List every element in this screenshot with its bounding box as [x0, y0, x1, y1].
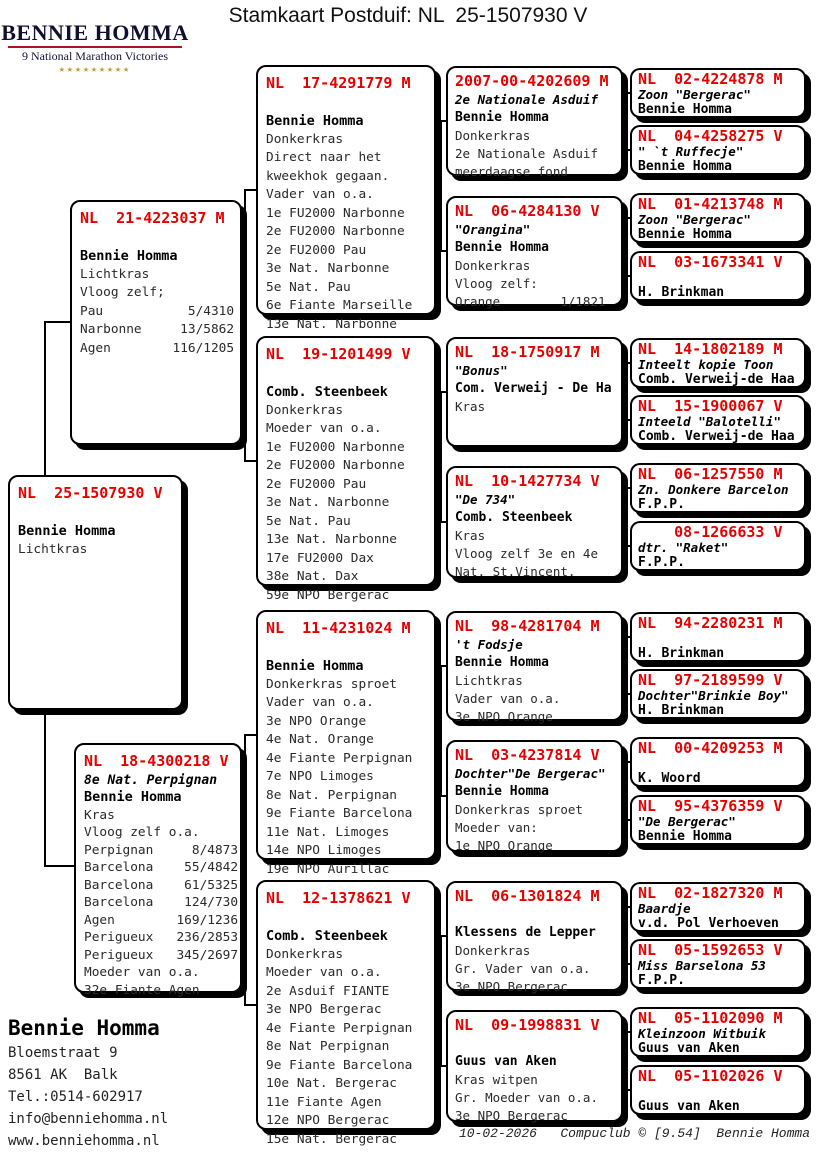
info-line: Barcelona 61/5325 — [84, 877, 239, 893]
info-line: Lichtkras — [18, 541, 88, 557]
pigeon-nickname — [18, 504, 173, 522]
info-line: 5e Nat. Pau — [266, 513, 351, 529]
pigeon-nickname: "De 734" — [455, 492, 516, 507]
info-line: Perpignan 8/4873 — [84, 842, 239, 858]
pigeon-nickname: Zn. Donkere Barcelon — [638, 482, 789, 497]
ring-number: NL 05-1102026 V — [638, 1067, 783, 1085]
breeder-name: v.d. Pol Verhoeven — [638, 915, 779, 931]
owner-email: info@benniehomma.nl — [8, 1111, 169, 1127]
info-line: 5e Nat. Pau — [266, 279, 351, 295]
info-line: kweekhok gegaan. — [266, 168, 390, 184]
ring-number: NL 03-4237814 V — [455, 746, 600, 764]
pedigree-box-d7 — [630, 463, 806, 513]
info-line: 11e Fiante Agen — [266, 1094, 382, 1110]
pedigree-box-c06b — [446, 881, 623, 994]
info-line: Kras — [455, 528, 486, 543]
info-line: Kras witpen — [455, 1072, 538, 1087]
pigeon-nickname: 't Fodsje — [455, 637, 523, 652]
info-line: Vader van o.a. — [266, 695, 374, 710]
info-line: 2e FU2000 Pau — [266, 476, 367, 492]
ring-number: NL 00-4209253 M — [638, 739, 783, 757]
info-line: Vader van o.a. — [455, 691, 561, 706]
info-line: 2e Asduif FIANTE — [266, 983, 390, 999]
pigeon-nickname: Miss Barselona 53 — [638, 958, 766, 973]
logo-underline — [8, 46, 182, 48]
ring-number: NL 14-1802189 M — [638, 340, 783, 358]
pedigree-box-b12 — [256, 880, 436, 1147]
info-line: Vader van o.a. — [266, 187, 374, 202]
info-line: 3e NPO Bergerac — [455, 979, 568, 994]
pigeon-nickname: 8e Nat. Perpignan — [84, 773, 218, 788]
pigeon-nickname: Baardje — [638, 901, 691, 916]
info-line: 2e Nationale Asduif — [455, 146, 598, 161]
pigeon-nickname: Zoon "Bergerac" — [638, 87, 751, 102]
logo-subtitle: 9 National Marathon Victories — [21, 49, 169, 63]
info-line: 7e NPO Limoges — [266, 769, 374, 784]
info-line: Gr. Moeder van o.a. — [455, 1090, 598, 1105]
logo-name-right: HOMMA — [94, 20, 189, 45]
pedigree-box-d1 — [630, 68, 806, 118]
info-line: Moeder van o.a. — [266, 421, 382, 436]
ring-number: NL 17-4291779 M — [266, 74, 411, 92]
pedigree-box-d16 — [630, 1065, 806, 1115]
pigeon-nickname: "Orangina" — [455, 222, 531, 237]
pigeon-nickname — [80, 229, 232, 247]
ring-number: 2007-00-4202609 M — [455, 72, 609, 90]
breeder-name: Bennie Homma — [266, 658, 364, 674]
info-line: 1e FU2000 Narbonne — [266, 205, 405, 221]
info-line: Vloog zelf o.a. — [84, 825, 200, 840]
pedigree-box-b17 — [256, 65, 436, 332]
info-line: 13e Nat. Narbonne — [266, 532, 397, 547]
info-line: Donkerkras sproet — [266, 676, 397, 692]
breeder-name: F.P.P. — [638, 496, 685, 512]
pedigree-box-d11 — [630, 737, 806, 787]
breeder-name: Comb. Steenbeek — [266, 928, 388, 944]
ring-number: NL 21-4223037 M — [80, 209, 225, 227]
pigeon-nickname — [455, 1035, 614, 1053]
info-line: 19e NPO Aurillac — [266, 861, 390, 877]
breeder-name: Guus van Aken — [638, 1040, 740, 1056]
breeder-name: Bennie Homma — [80, 248, 178, 264]
pigeon-nickname: Inteeld "Balotelli" — [638, 414, 781, 429]
pedigree-box-c98 — [446, 611, 623, 724]
info-line: Donkerkras — [455, 128, 531, 143]
info-line: 10e Nat. Bergerac — [266, 1076, 397, 1091]
ring-number: NL 12-1378621 V — [266, 889, 411, 907]
pedigree-box-b11 — [256, 610, 436, 877]
pigeon-nickname: Dochter"Brinkie Boy" — [638, 688, 789, 703]
pedigree-box-d14 — [630, 939, 806, 989]
ring-number: NL 18-1750917 M — [455, 343, 600, 361]
info-line: Perigueux 345/2697 — [84, 947, 239, 963]
ring-number: NL 09-1998831 V — [455, 1016, 600, 1034]
breeder-name: H. Brinkman — [638, 702, 725, 718]
pedigree-box-d5 — [630, 338, 806, 388]
ring-number: NL 05-1102090 M — [638, 1009, 783, 1027]
info-line: 3e NPO Orange — [455, 709, 553, 724]
info-line: meerdaagse fond — [455, 164, 568, 179]
ring-number: 08-1266633 V — [638, 523, 783, 541]
info-line: 8e Nat. Perpignan — [266, 787, 397, 803]
info-line: 3e NPO Bergerac — [266, 1002, 382, 1017]
info-line: 1e FU2000 Narbonne — [266, 439, 405, 455]
info-line: Donkerkras — [266, 402, 344, 418]
info-line: Lichtkras — [80, 266, 150, 282]
owner-address-block — [8, 1014, 168, 1152]
breeder-name: Bennie Homma — [455, 784, 549, 799]
info-line: Agen 169/1236 — [84, 912, 239, 928]
info-line: 4e Fiante Perpignan — [266, 750, 413, 766]
pigeon-nickname — [266, 94, 426, 112]
pedigree-box-d9 — [630, 612, 806, 662]
ring-number: NL 03-1673341 V — [638, 253, 783, 271]
ring-number: NL 94-2280231 M — [638, 614, 783, 632]
pigeon-nickname — [266, 365, 426, 383]
info-line: Gr. Vader van o.a. — [455, 961, 591, 976]
info-line: 15e Nat. Bergerac — [266, 1131, 397, 1147]
info-line: Agen 116/1205 — [80, 340, 235, 356]
pedigree-box-d3 — [630, 193, 806, 243]
pedigree-box-b18 — [74, 743, 242, 998]
ring-number: NL 04-4258275 V — [638, 127, 783, 145]
pigeon-nickname — [638, 757, 798, 772]
info-line: Orange 1/1821 — [455, 294, 606, 309]
pedigree-box-c06a — [446, 196, 623, 309]
owner-street: Bloemstraat 9 — [8, 1045, 118, 1061]
info-line: 13e Nat. Narbonne — [266, 316, 397, 332]
owner-phone: Tel.:0514-602917 — [8, 1089, 143, 1105]
info-line: Barcelona 124/730 — [84, 895, 239, 910]
breeder-name: Comb. Steenbeek — [266, 384, 388, 400]
breeder-name: Guus van Aken — [455, 1054, 557, 1069]
pedigree-box-b21 — [70, 200, 242, 445]
pedigree-box-d2 — [630, 125, 806, 175]
info-line: Direct naar het — [266, 150, 382, 165]
pigeon-nickname — [266, 639, 426, 657]
owner-city: 8561 AK Balk — [8, 1067, 118, 1083]
pedigree-box-d13 — [630, 882, 806, 932]
pedigree-box-b25 — [8, 475, 183, 710]
ring-number: NL 97-2189599 V — [638, 671, 783, 689]
breeder-name: Comb. Verweij-de Haa — [638, 428, 795, 444]
info-line: 2e FU2000 Narbonne — [266, 458, 405, 473]
info-line: 38e Nat. Dax — [266, 569, 359, 584]
pedigree-box-d12 — [630, 795, 806, 845]
ring-number: NL 18-4300218 V — [84, 752, 229, 770]
owner-website: www.benniehomma.nl — [8, 1133, 160, 1149]
pigeon-nickname — [638, 632, 798, 647]
breeder-name: Bennie Homma — [455, 110, 549, 125]
pedigree-box-c10 — [446, 466, 623, 578]
ring-number: NL 10-1427734 V — [455, 472, 600, 490]
pigeon-nickname: dtr. "Raket" — [638, 540, 729, 555]
info-line: Donkerkras — [266, 946, 344, 962]
info-line: Donkerkras — [455, 258, 531, 273]
info-line: Donkerkras — [266, 131, 344, 147]
info-line: 32e Fiante Agen — [84, 982, 200, 998]
info-line: 1e NPO Orange — [455, 838, 553, 853]
info-line: 12e NPO Bergerac — [266, 1113, 390, 1128]
pigeon-nickname: Zoon "Bergerac" — [638, 212, 751, 227]
info-line: Lichtkras — [455, 673, 523, 688]
pedigree-box-c18 — [446, 337, 623, 447]
info-line: 4e Nat. Orange — [266, 732, 374, 747]
breeder-name: Bennie Homma — [638, 158, 732, 174]
breeder-name: Bennie Homma — [638, 828, 732, 844]
pedigree-box-d4 — [630, 251, 806, 301]
pigeon-nickname: 2e Nationale Asduif — [455, 92, 598, 107]
pigeon-nickname: "De Bergerac" — [638, 814, 736, 829]
info-line: 4e Fiante Perpignan — [266, 1020, 413, 1036]
info-line: 17e FU2000 Dax — [266, 550, 374, 566]
ring-number: NL 15-1900067 V — [638, 397, 783, 415]
pedigree-box-d8 — [630, 521, 806, 571]
info-line: Narbonne 13/5862 — [80, 322, 235, 337]
owner-name: Bennie Homma — [8, 1016, 160, 1040]
breeder-name: Bennie Homma — [84, 789, 182, 805]
pedigree-box-c03 — [446, 740, 623, 852]
breeder-name: Guus van Aken — [638, 1098, 740, 1114]
ring-number: NL 01-4213748 M — [638, 195, 783, 213]
pedigree-box-c09 — [446, 1010, 623, 1122]
info-line: 2e FU2000 Narbonne — [266, 224, 405, 239]
page-title: Stamkaart Postduif: NL 25-1507930 V — [228, 4, 588, 27]
pigeon-nickname: Inteelt kopie Toon — [638, 357, 774, 372]
pigeon-nickname — [638, 271, 798, 286]
info-line: Vloog zelf: — [455, 276, 538, 291]
breeder-logo — [1, 4, 189, 76]
info-line: Nat. St.Vincent. — [455, 564, 576, 579]
breeder-name: Bennie Homma — [266, 113, 364, 129]
info-line: 3e NPO Bergerac — [455, 1108, 568, 1123]
logo-name-left: BENNIE — [1, 20, 89, 45]
breeder-name: Bennie Homma — [455, 655, 549, 670]
breeder-name: Bennie Homma — [455, 240, 549, 255]
ring-number: NL 95-4376359 V — [638, 797, 783, 815]
pedigree-box-d6 — [630, 395, 806, 445]
ring-number: NL 06-4284130 V — [455, 202, 600, 220]
info-line: 59e NPO Bergerac — [266, 587, 390, 603]
info-line: 14e NPO Limoges — [266, 843, 382, 858]
info-line: 3e Nat. Narbonne — [266, 495, 390, 510]
breeder-name: H. Brinkman — [638, 284, 725, 300]
breeder-name: Bennie Homma — [18, 523, 116, 539]
info-line: Pau 5/4310 — [80, 303, 235, 319]
info-line: 6e Fiante Marseille — [266, 298, 413, 313]
ring-number: NL 19-1201499 V — [266, 345, 411, 363]
pigeon-nickname — [266, 909, 426, 927]
info-line: Donkerkras — [455, 943, 531, 958]
print-info-line: 10-02-2026 Compuclub © [9.54] Bennie Homma — [458, 1126, 810, 1141]
ring-number: NL 06-1257550 M — [638, 465, 783, 483]
info-line: 8e Nat Perpignan — [266, 1039, 390, 1054]
pedigree-box-c2007 — [446, 66, 623, 179]
breeder-name: F.P.P. — [638, 972, 685, 988]
ring-number: NL 02-1827320 M — [638, 884, 783, 902]
info-line: Vloog zelf 3e en 4e — [455, 546, 598, 561]
breeder-name: H. Brinkman — [638, 645, 725, 661]
info-line: Vloog zelf; — [80, 285, 165, 300]
info-line: 11e Nat. Limoges — [266, 824, 390, 840]
info-line: Moeder van o.a. — [84, 965, 200, 980]
breeder-name: Comb. Steenbeek — [455, 510, 573, 525]
ring-number: NL 25-1507930 V — [18, 484, 163, 502]
pedigree-box-b19 — [256, 336, 436, 603]
pigeon-nickname — [638, 1085, 798, 1100]
ring-number: NL 02-4224878 M — [638, 70, 783, 88]
info-line: Perigueux 236/2853 — [84, 930, 239, 945]
info-line: Kras — [455, 399, 486, 414]
ring-number: NL 11-4231024 M — [266, 619, 411, 637]
info-line: 3e NPO Orange — [266, 713, 367, 729]
ring-number: NL 05-1592653 V — [638, 941, 783, 959]
pigeon-nickname: Dochter"De Bergerac" — [455, 766, 606, 781]
breeder-name: F.P.P. — [638, 554, 685, 570]
pigeon-nickname: Kleinzoon Witbuik — [638, 1026, 766, 1041]
breeder-name: Bennie Homma — [638, 226, 732, 242]
pedigree-box-d10 — [630, 669, 806, 719]
info-line: 9e Fiante Barcelona — [266, 806, 413, 821]
pigeon-nickname: " `t Ruffecje" — [638, 144, 744, 159]
info-line: 9e Fiante Barcelona — [266, 1057, 413, 1073]
info-line: 2e FU2000 Pau — [266, 242, 367, 258]
breeder-name: Bennie Homma — [638, 101, 732, 117]
breeder-name: Com. Verweij - De Ha — [455, 381, 612, 396]
info-line: 3e Nat. Narbonne — [266, 261, 390, 276]
logo-name-row — [1, 4, 189, 45]
info-line: Moeder van: — [455, 820, 538, 835]
breeder-name: Comb. Verweij-de Haa — [638, 371, 795, 387]
pigeon-nickname: "Bonus" — [455, 363, 508, 378]
info-line: Donkerkras sproet — [455, 802, 583, 817]
breeder-name: Klessens de Lepper — [455, 925, 596, 940]
info-line: Barcelona 55/4842 — [84, 860, 239, 875]
breeder-name: K. Woord — [638, 770, 701, 786]
pigeon-nickname — [455, 906, 614, 924]
info-line: Kras — [84, 807, 115, 823]
logo-stars-icon: ★★★★★★★★★ — [58, 64, 132, 75]
pedigree-box-d15 — [630, 1007, 806, 1057]
ring-number: NL 98-4281704 M — [455, 617, 600, 635]
info-line: Moeder van o.a. — [266, 965, 382, 980]
ring-number: NL 06-1301824 M — [455, 887, 600, 905]
